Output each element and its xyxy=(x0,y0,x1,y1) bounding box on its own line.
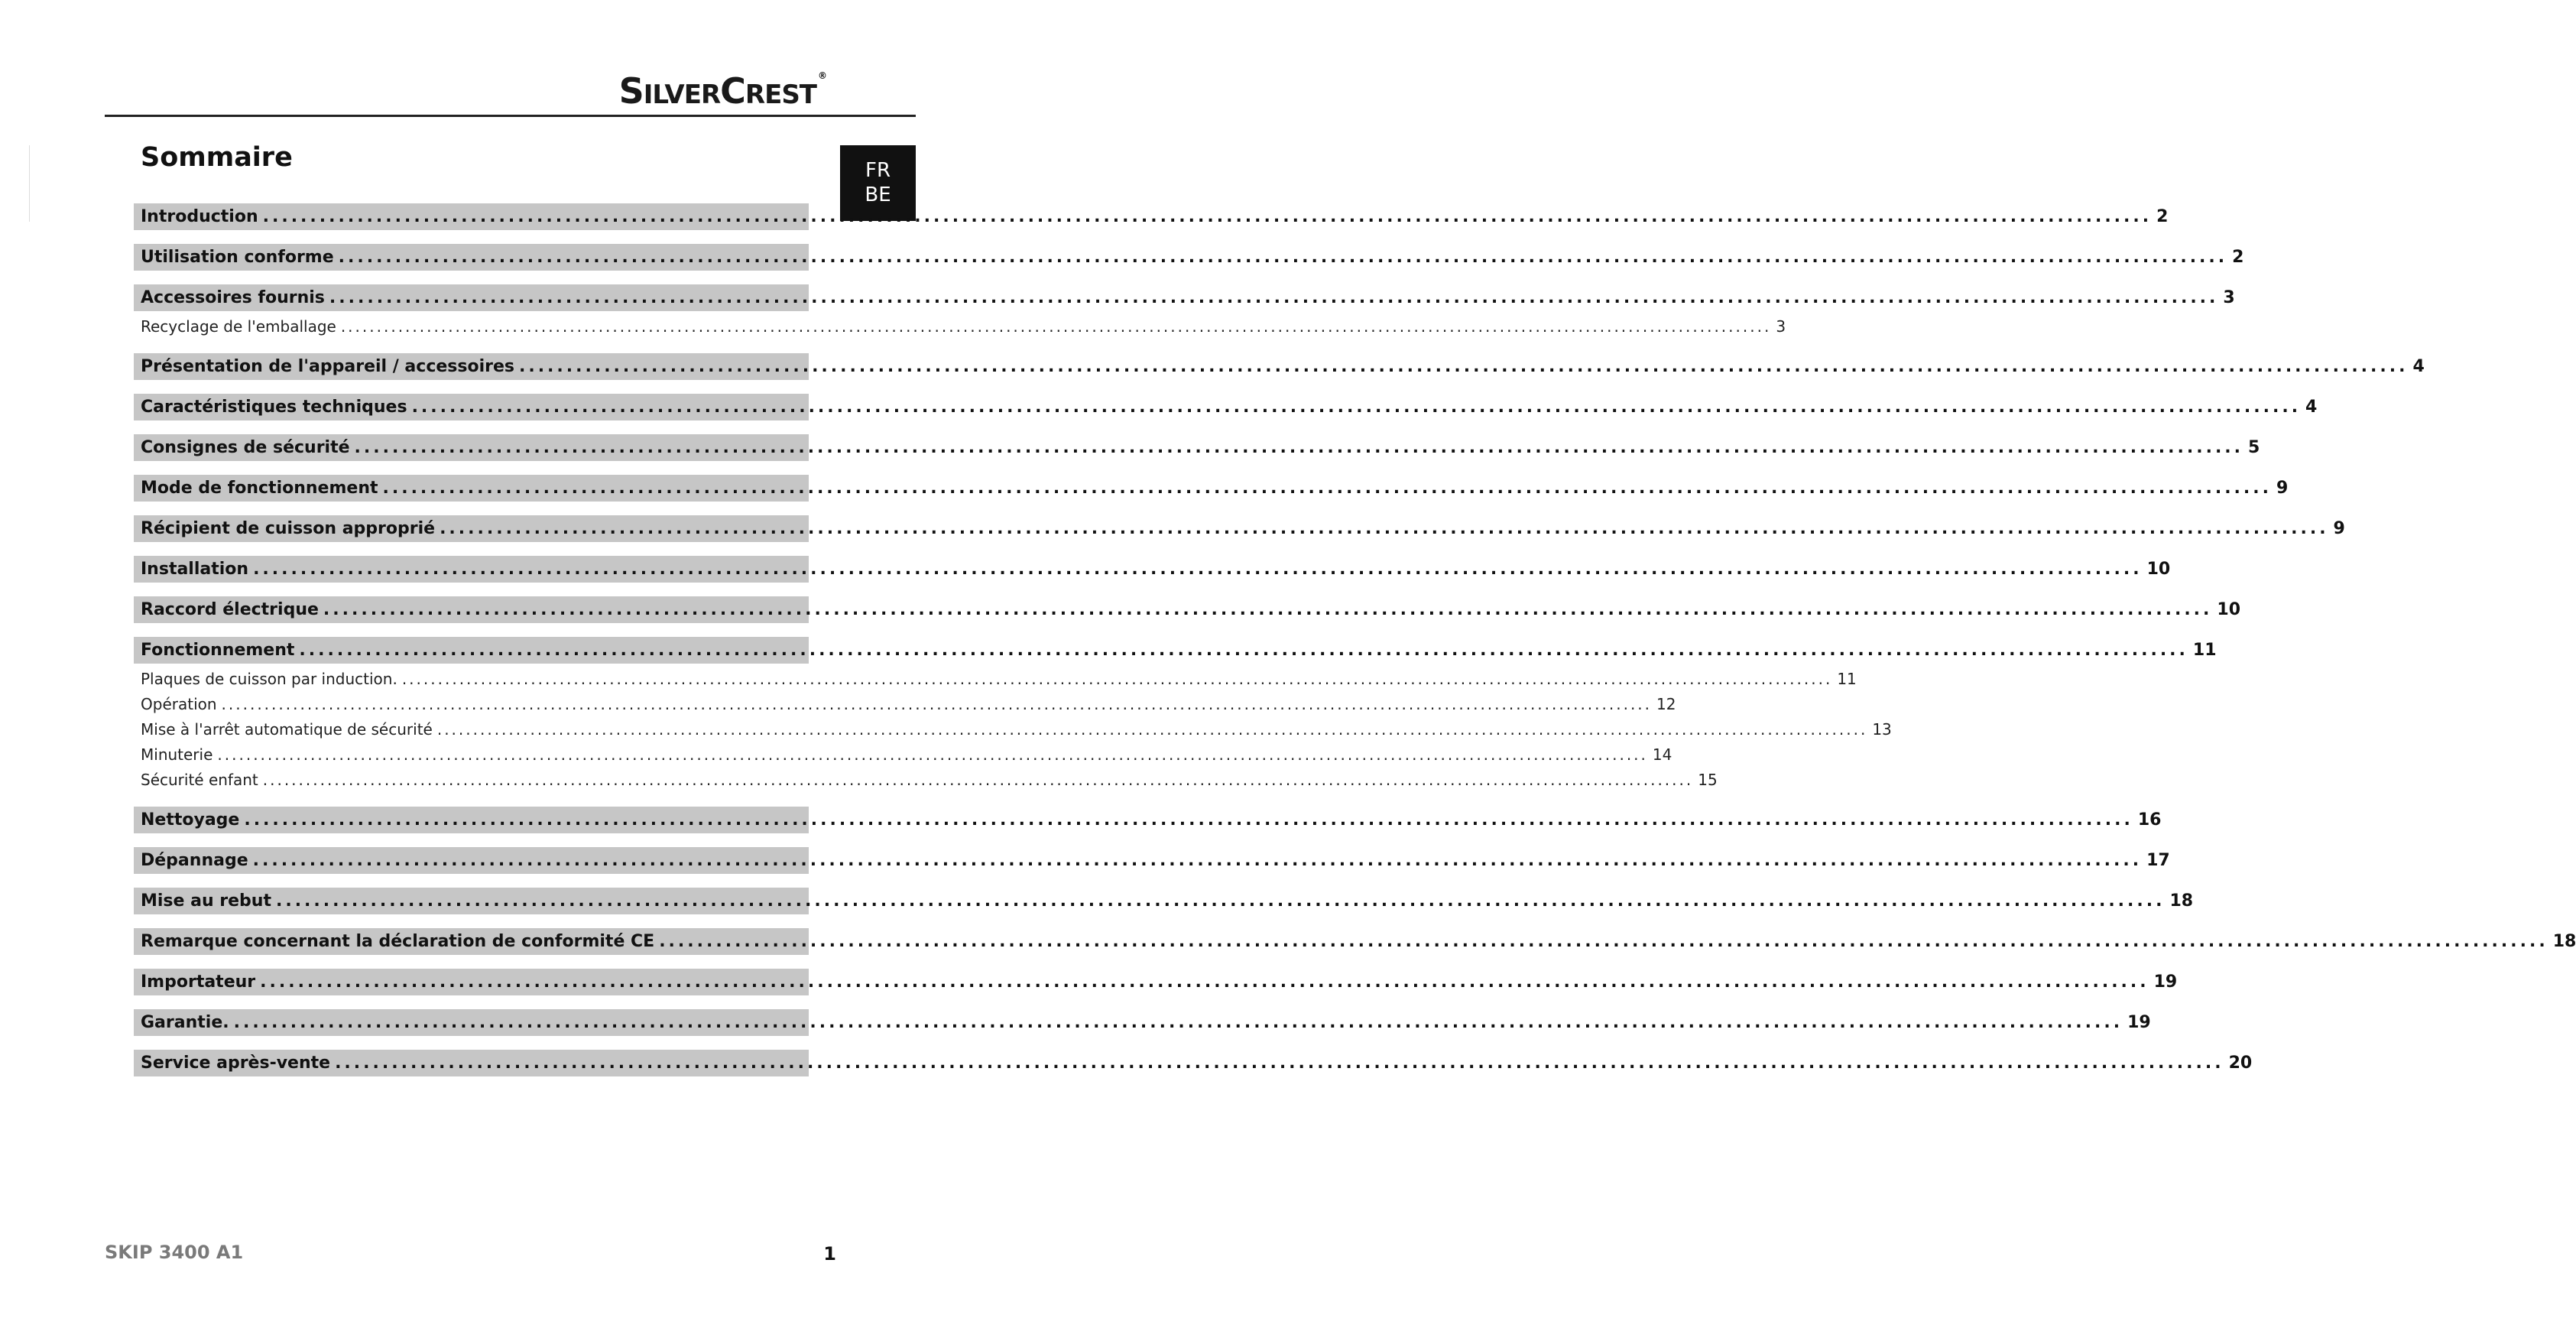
toc-dot-leader: ........................................................................................................................................................................................................ xyxy=(329,288,2219,307)
toc-section-entry[interactable] xyxy=(134,556,2171,583)
toc-dot-leader: ........................................................................................................................................................................................................ xyxy=(252,851,2143,870)
toc-section-entry[interactable] xyxy=(134,847,2170,874)
language-code-be: BE xyxy=(865,183,891,206)
toc-entry-label: Raccord électrique xyxy=(141,600,319,619)
toc-entry-page: 19 xyxy=(2153,972,2178,992)
toc-section-entry[interactable] xyxy=(134,807,2162,833)
toc-entry-page: 11 xyxy=(1837,670,1857,688)
toc-dot-leader: ........................................................................................................................................................................................................ xyxy=(659,932,2548,951)
language-code-fr: FR xyxy=(865,159,891,182)
toc-entry-label: Mise au rebut xyxy=(141,891,271,911)
toc-subsection-entry[interactable] xyxy=(134,717,1892,742)
toc-dot-leader: ........................................................................................................................................................................................................ xyxy=(518,357,2409,376)
toc-section-entry[interactable] xyxy=(134,1050,2253,1076)
page-edge-mark xyxy=(29,145,30,222)
toc-entry-label: Mise à l'arrêt automatique de sécurité xyxy=(141,720,433,739)
toc-section-entry[interactable] xyxy=(134,1009,2151,1036)
toc-dot-leader: ........................................................................................................................................................................................................ xyxy=(323,600,2213,619)
toc-section-entry[interactable] xyxy=(134,637,2217,664)
toc-entry-label: Garantie. xyxy=(141,1013,229,1032)
brand-silver-initial: S xyxy=(618,70,644,112)
toc-dot-leader: ........................................................................................................................................................................................................ xyxy=(354,438,2244,457)
footer-model-number: SKIP 3400 A1 xyxy=(105,1242,244,1263)
toc-dot-leader: ........................................................................................................................................................................................................ xyxy=(262,771,1694,789)
toc-entry-page: 10 xyxy=(2146,560,2171,579)
registered-mark: ® xyxy=(818,70,826,81)
toc-entry-page: 14 xyxy=(1652,745,1672,764)
toc-entry-label: Dépannage xyxy=(141,851,248,870)
toc-entry-label: Accessoires fournis xyxy=(141,288,325,307)
toc-section-entry[interactable] xyxy=(134,475,2289,502)
toc-dot-leader: ........................................................................................................................................................................................................ xyxy=(382,479,2272,498)
toc-section-entry[interactable] xyxy=(134,969,2178,995)
toc-dot-leader: ........................................................................................................................................................................................................ xyxy=(221,695,1653,713)
toc-dot-leader: ........................................................................................................................................................................................................ xyxy=(217,745,1648,764)
toc-entry-page: 2 xyxy=(2232,248,2244,267)
toc-entry-page: 16 xyxy=(2137,810,2162,830)
toc-subsection-entry[interactable] xyxy=(134,692,1676,717)
toc-section-entry[interactable] xyxy=(134,394,2318,420)
table-of-contents xyxy=(134,203,2576,1076)
toc-dot-leader: ........................................................................................................................................................................................................ xyxy=(340,317,1772,336)
toc-entry-label: Caractéristiques techniques xyxy=(141,398,407,417)
footer-page-number: 1 xyxy=(823,1243,836,1265)
toc-entry-label: Plaques de cuisson par induction. xyxy=(141,670,397,688)
toc-entry-page: 10 xyxy=(2217,600,2241,619)
toc-dot-leader: ........................................................................................................................................................................................................ xyxy=(275,891,2166,911)
toc-entry-page: 2 xyxy=(2156,207,2169,226)
toc-entry-page: 19 xyxy=(2127,1013,2151,1032)
toc-dot-leader: ........................................................................................................................................................................................................ xyxy=(233,1013,2123,1032)
toc-entry-label: Sécurité enfant xyxy=(141,771,258,789)
toc-section-entry[interactable] xyxy=(134,353,2425,380)
toc-dot-leader: ........................................................................................................................................................................................................ xyxy=(338,248,2228,267)
toc-section-entry[interactable] xyxy=(134,203,2169,230)
toc-entry-label: Consignes de sécurité xyxy=(141,438,350,457)
toc-section-entry[interactable] xyxy=(134,284,2235,311)
toc-section-entry[interactable] xyxy=(134,888,2194,914)
toc-entry-label: Utilisation conforme xyxy=(141,248,334,267)
toc-entry-label: Présentation de l'appareil / accessoires xyxy=(141,357,514,376)
toc-dot-leader: ........................................................................................................................................................................................................ xyxy=(335,1054,2224,1073)
toc-entry-label: Remarque concernant la déclaration de conformité CE xyxy=(141,932,655,951)
toc-section-entry[interactable] xyxy=(134,928,2576,955)
toc-entry-page: 3 xyxy=(2223,288,2235,307)
toc-entry-page: 9 xyxy=(2333,519,2345,538)
toc-dot-leader: ........................................................................................................................................................................................................ xyxy=(262,207,2153,226)
toc-dot-leader: ........................................................................................................................................................................................................ xyxy=(253,560,2143,579)
toc-entry-label: Introduction xyxy=(141,207,258,226)
toc-dot-leader: ........................................................................................................................................................................................................ xyxy=(436,720,1868,739)
toc-entry-page: 20 xyxy=(2228,1054,2253,1073)
toc-dot-leader: ........................................................................................................................................................................................................ xyxy=(244,810,2133,830)
toc-entry-label: Fonctionnement xyxy=(141,641,295,660)
toc-dot-leader: ........................................................................................................................................................................................................ xyxy=(440,519,2329,538)
toc-entry-label: Mode de fonctionnement xyxy=(141,479,378,498)
toc-entry-page: 12 xyxy=(1656,695,1676,713)
toc-section-entry[interactable] xyxy=(134,596,2241,623)
toc-entry-label: Service après-vente xyxy=(141,1054,331,1073)
toc-entry-page: 4 xyxy=(2305,398,2318,417)
toc-dot-leader: ........................................................................................................................................................................................................ xyxy=(411,398,2302,417)
toc-entry-page: 18 xyxy=(2169,891,2194,911)
toc-entry-page: 3 xyxy=(1776,317,1786,336)
toc-entry-label: Minuterie xyxy=(141,745,213,764)
toc-dot-leader: ........................................................................................................................................................................................................ xyxy=(260,972,2149,992)
toc-entry-page: 17 xyxy=(2146,851,2170,870)
toc-entry-label: Installation xyxy=(141,560,249,579)
toc-section-entry[interactable] xyxy=(134,515,2345,542)
toc-entry-page: 4 xyxy=(2412,357,2425,376)
toc-entry-label: Recyclage de l'emballage xyxy=(141,317,336,336)
toc-subsection-entry[interactable] xyxy=(134,667,1857,692)
toc-dot-leader: ........................................................................................................................................................................................................ xyxy=(401,670,1833,688)
toc-entry-page: 15 xyxy=(1698,771,1718,789)
toc-subsection-entry[interactable] xyxy=(134,314,1786,339)
toc-subsection-entry[interactable] xyxy=(134,768,1718,793)
header-rule xyxy=(105,115,916,117)
toc-entry-page: 18 xyxy=(2552,932,2576,951)
brand-silver-rest: ILVER xyxy=(643,80,721,110)
brand-logo xyxy=(619,70,826,112)
toc-entry-page: 5 xyxy=(2248,438,2260,457)
brand-crest-initial: C xyxy=(720,70,745,112)
toc-entry-page: 13 xyxy=(1872,720,1892,739)
toc-entry-label: Importateur xyxy=(141,972,256,992)
toc-subsection-entry[interactable] xyxy=(134,742,1672,768)
toc-entry-page: 9 xyxy=(2276,479,2289,498)
toc-section-entry[interactable] xyxy=(134,244,2244,271)
toc-entry-label: Nettoyage xyxy=(141,810,240,830)
toc-section-entry[interactable] xyxy=(134,434,2260,461)
brand-crest-rest: REST xyxy=(745,80,816,110)
toc-entry-label: Opération xyxy=(141,695,217,713)
toc-entry-label: Récipient de cuisson approprié xyxy=(141,519,436,538)
toc-entry-page: 11 xyxy=(2192,641,2217,660)
toc-dot-leader: ........................................................................................................................................................................................................ xyxy=(299,641,2188,660)
page-title: Sommaire xyxy=(141,142,293,173)
